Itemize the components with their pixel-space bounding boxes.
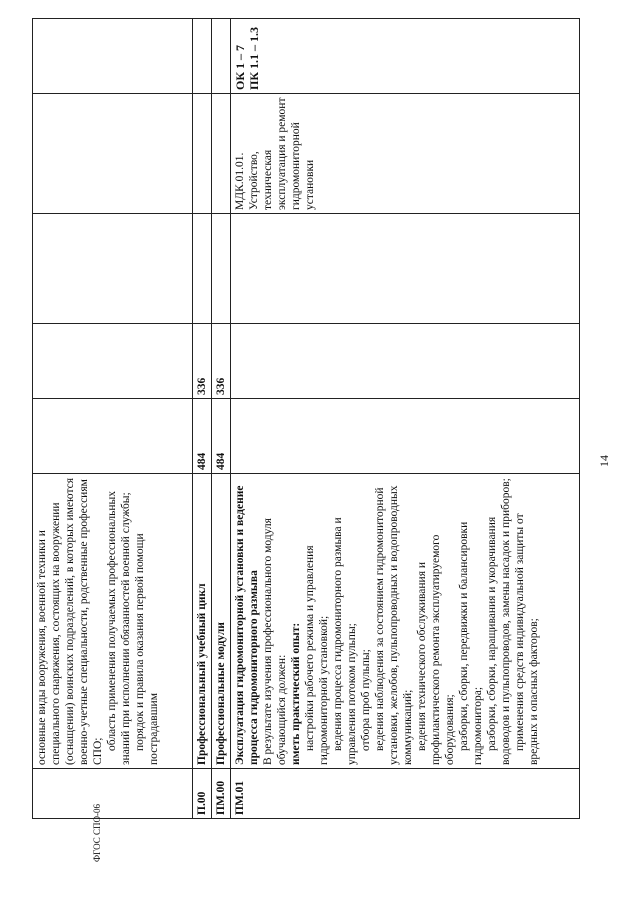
module-content xyxy=(231,474,580,769)
experience-item: применения средств индивидуальной защиты от вредных и опасных факторов; xyxy=(514,513,540,765)
text-line: порядок и правила оказания первой помощи xyxy=(134,533,146,751)
general-competencies: ОК 1 – 7 xyxy=(233,44,247,90)
experience-label: иметь практический опыт: xyxy=(290,622,302,765)
curriculum-table xyxy=(32,18,580,819)
empty-cell xyxy=(212,94,231,214)
section-code: ПМ.00 xyxy=(212,769,231,819)
experience-item: отбора проб пульпы; xyxy=(360,649,372,751)
section-name: Профессиональные модули xyxy=(212,474,231,769)
empty-cell xyxy=(212,19,231,94)
max-hours-cell xyxy=(33,399,193,474)
empty-cell xyxy=(193,214,212,324)
mdk-cell xyxy=(33,94,193,214)
max-hours: 484 xyxy=(212,399,231,474)
experience-item: разборки, сборки, наращивания и укорачивания водоводов и пульпопроводов, замены насадок и приборов; xyxy=(486,478,512,765)
empty-cell xyxy=(212,214,231,324)
text-line: специального снаряжения, состоящих на вооружении xyxy=(50,502,62,765)
text-line: пострадавшим xyxy=(148,693,160,765)
content-cell xyxy=(33,474,193,769)
text-line: знаний при исполнении обязанностей военной службы; xyxy=(120,492,132,765)
table-row xyxy=(212,19,231,819)
experience-item: ведения технического обслуживания и профилактического ремонта эксплуатируемого оборудования; xyxy=(416,534,456,765)
empty-cell xyxy=(193,19,212,94)
discipline-cell xyxy=(33,214,193,324)
experience-item: разборки, сборки, передвижки и балансировки гидромонитора; xyxy=(458,521,484,765)
competency-cell xyxy=(33,19,193,94)
required-hours: 336 xyxy=(212,324,231,399)
max-hours: 484 xyxy=(193,399,212,474)
table-row xyxy=(231,19,580,819)
text-line: основные виды вооружения, военной техники и xyxy=(36,530,48,765)
section-code: П.00 xyxy=(193,769,212,819)
footer-label: ФГОС СПО-06 xyxy=(92,804,102,862)
req-hours-cell xyxy=(33,324,193,399)
module-code: ПМ.01 xyxy=(231,769,580,819)
module-intro: В результате изучения профессионального модуля обучающийся должен: xyxy=(262,518,288,765)
code-cell xyxy=(33,769,193,819)
text-line: военно-учетные специальности, родственные профессиям xyxy=(78,479,90,765)
text-line: область применения получаемых профессиональных xyxy=(106,490,118,751)
empty-cell xyxy=(231,324,580,399)
empty-cell xyxy=(231,214,580,324)
table-row xyxy=(33,19,193,819)
empty-cell xyxy=(193,94,212,214)
required-hours: 336 xyxy=(193,324,212,399)
experience-item: настройки рабочего режима и управления гидромониторной установкой; xyxy=(304,545,330,765)
professional-competencies: ПК 1.1 – 1.3 xyxy=(247,26,261,90)
experience-item: ведения процесса гидромониторного размыва и управления потоком пульпы; xyxy=(332,517,358,765)
page-number: 14 xyxy=(597,455,611,467)
experience-item: ведения наблюдения за состоянием гидромониторной установки, желобов, пульпопроводных и водопроводных коммуникаций; xyxy=(374,485,414,765)
module-title: Эксплуатация гидромониторной установки и ведение процесса гидромониторного размыва xyxy=(234,485,260,765)
empty-cell xyxy=(231,399,580,474)
mdk-name: МДК.01.01. Устройство, техническая эксплуатация и ремонт гидромониторной установки xyxy=(231,94,580,214)
table-row xyxy=(193,19,212,819)
text-line: (оснащении) воинских подразделений, в которых имеются xyxy=(64,477,76,765)
section-name: Профессиональный учебный цикл xyxy=(193,474,212,769)
competency-codes xyxy=(231,19,580,94)
text-line: СПО; xyxy=(92,737,104,765)
